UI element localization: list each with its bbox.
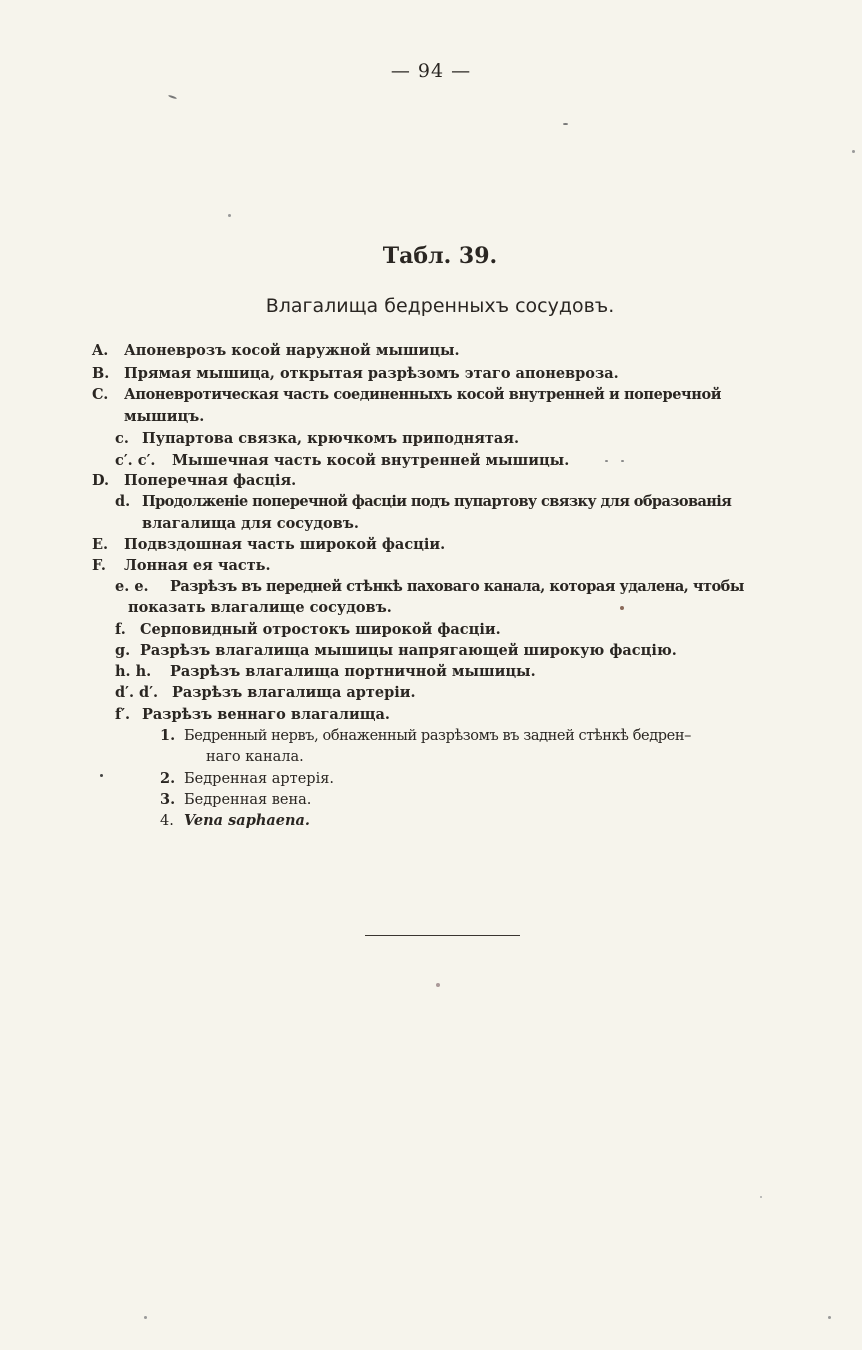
legend-text: Бедренная вена. xyxy=(184,792,312,808)
legend-key: D. xyxy=(92,472,110,489)
legend-key: C. xyxy=(92,386,109,403)
paper-speck xyxy=(436,983,440,987)
legend-key: 2. xyxy=(160,770,176,787)
legend-text: Разрѣзъ влагалища портничной мышицы. xyxy=(170,663,536,680)
paper-speck xyxy=(621,460,624,462)
legend-key: E. xyxy=(92,536,109,553)
legend-text: Прямая мышица, открытая разрѣзомъ этаго апоневроза. xyxy=(124,365,619,382)
legend-key: 3. xyxy=(160,791,176,808)
legend-key: 4. xyxy=(160,813,174,829)
paper-speck xyxy=(144,1316,147,1319)
paper-speck xyxy=(620,606,624,610)
legend-text: Поперечная фасція. xyxy=(124,472,297,489)
legend-key: B. xyxy=(92,365,110,382)
legend-text: Лонная ея часть. xyxy=(124,557,271,574)
legend-key: d′. d′. xyxy=(115,684,159,701)
closing-rule xyxy=(365,935,520,936)
legend-text: Бедренная артерія. xyxy=(184,771,334,787)
legend-text: Разрѣзъ влагалища мышицы напрягающей широкую фасцію. xyxy=(140,642,677,659)
legend-key: f′. xyxy=(115,706,131,723)
legend-text: Продолженіе поперечной фасціи подъ пупартову связку для образованія xyxy=(142,493,732,510)
paper-speck xyxy=(828,1316,831,1319)
paper-speck xyxy=(605,460,608,462)
page-number: — 94 — xyxy=(390,60,472,82)
legend-text: Разрѣзъ веннаго влагалища. xyxy=(142,706,390,723)
legend-text: наго канала. xyxy=(206,749,304,765)
legend-key: F. xyxy=(92,557,106,574)
legend-text: Подвздошная часть широкой фасціи. xyxy=(124,536,446,553)
paper-speck xyxy=(852,150,855,153)
legend-key: g. xyxy=(115,642,131,659)
paper-speck xyxy=(100,774,103,777)
legend-text: Разрѣзъ въ передней стѣнкѣ паховаго канала, которая удалена, чтобы xyxy=(170,578,744,595)
table-title: Табл. 39. xyxy=(382,243,498,269)
paper-speck xyxy=(563,123,568,125)
paper-speck xyxy=(228,214,231,217)
legend-key: 1. xyxy=(160,727,176,744)
legend-text: Апоневротическая часть соединенныхъ косой внутренней и поперечной xyxy=(124,386,722,403)
legend-text: показать влагалище сосудовъ. xyxy=(128,599,392,616)
legend-key: d. xyxy=(115,493,131,510)
paper-speck xyxy=(760,1196,762,1198)
paper-speck xyxy=(168,95,177,100)
legend-text: Мышечная часть косой внутренней мышицы. xyxy=(172,452,570,469)
legend-text: Vena saphaena. xyxy=(184,812,310,829)
figure-subtitle: Влагалища бедренныхъ сосудовъ. xyxy=(265,295,615,317)
legend-key: e. e. xyxy=(115,578,149,595)
legend-key: c. xyxy=(115,430,129,447)
legend-key: h. h. xyxy=(115,663,152,680)
legend-key: c′. c′. xyxy=(115,452,156,469)
legend-text: Пупартова связка, крючкомъ приподнятая. xyxy=(142,430,520,447)
legend-key: A. xyxy=(92,342,109,359)
legend-text: Апоневрозъ косой наружной мышицы. xyxy=(124,342,460,359)
legend-text: Разрѣзъ влагалища артеріи. xyxy=(172,684,416,701)
legend-text: Серповидный отростокъ широкой фасціи. xyxy=(140,621,501,638)
legend-text: Бедренный нервъ, обнаженный разрѣзомъ въ задней стѣнкѣ бедрен– xyxy=(184,728,691,744)
legend-text: влагалища для сосудовъ. xyxy=(142,515,359,532)
legend-key: f. xyxy=(115,621,126,638)
legend-text: мышицъ. xyxy=(124,408,205,425)
